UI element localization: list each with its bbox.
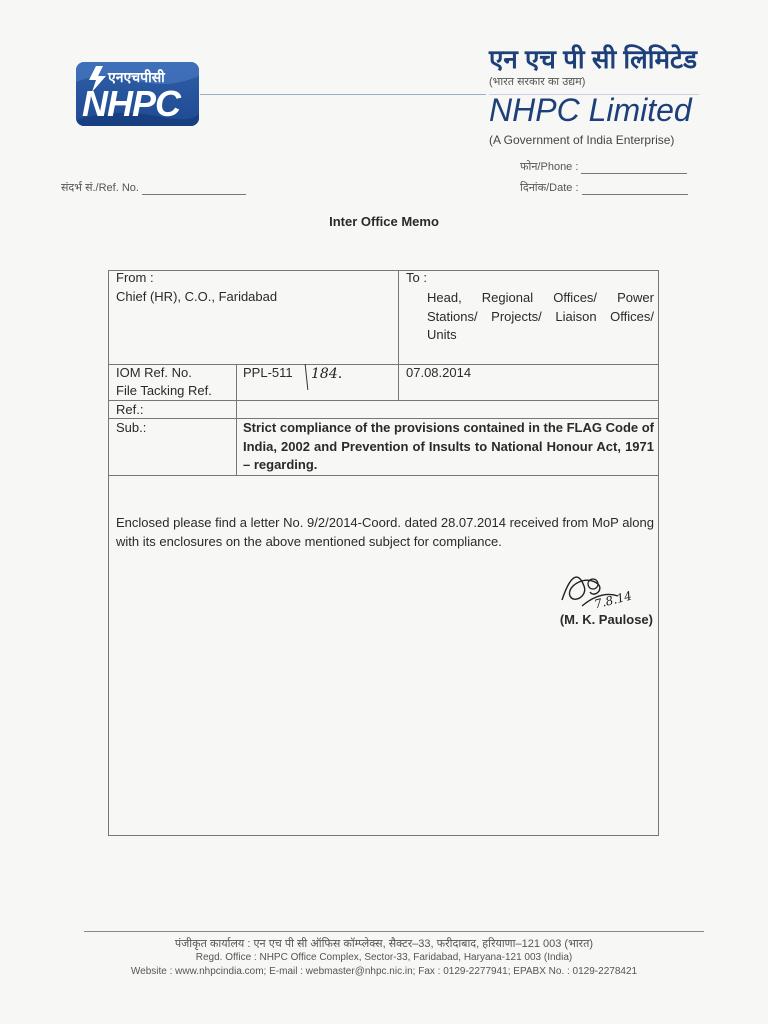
phone-label: फोन/Phone : xyxy=(520,161,579,173)
date-field xyxy=(520,180,688,195)
memo-table xyxy=(108,270,659,836)
iom-handwritten-number: 184. xyxy=(311,366,343,382)
ref-blank xyxy=(142,194,246,195)
subject-value: Strict compliance of the provisions contained in the FLAG Code of India, 2002 and Prevention of Insults to National Honour Act, 1971 – regarding. xyxy=(243,420,654,472)
memo-title: Inter Office Memo xyxy=(329,214,439,229)
logo-hindi-text: एनएचपीसी xyxy=(108,69,165,85)
footer-rule xyxy=(84,931,704,932)
header-rule xyxy=(200,94,486,95)
iom-ref-value: PPL-511 xyxy=(243,365,293,380)
phone-field xyxy=(520,159,687,174)
logo-english-text: NHPC xyxy=(82,83,181,124)
footer-address-hindi: पंजीकृत कार्यालय : एन एच पी सी ऑफिस कॉम्प्लेक्स, सैक्टर–33, फरीदाबाद, हरियाणा–121 003 (भारत) xyxy=(174,938,594,950)
from-value: Chief (HR), C.O., Faridabad xyxy=(116,289,278,304)
company-government-note: (A Government of India Enterprise) xyxy=(489,133,675,147)
ref-field xyxy=(61,180,246,195)
label-column-divider xyxy=(236,364,237,476)
row-divider-4 xyxy=(108,475,659,476)
footer-contact: Website : www.nhpcindia.com; E-mail : webmaster@nhpc.nic.in; Fax : 0129-2277941; EPABX No. : 0129-2278421 xyxy=(130,966,638,977)
from-label: From : xyxy=(116,270,154,285)
signature-date: 7.8.14 xyxy=(592,588,634,612)
date-label: दिनांक/Date : xyxy=(520,182,579,194)
phone-blank xyxy=(581,173,687,174)
subject-label: Sub.: xyxy=(116,420,147,435)
memo-body: Enclosed please find a letter No. 9/2/2014-Coord. dated 28.07.2014 received from MoP along with its enclosures on the above mentioned subject for compliance. xyxy=(116,515,654,549)
to-value: Head, Regional Offices/ Power Stations/ Projects/ Liaison Offices/ Units xyxy=(427,290,654,342)
company-name-english: NHPC Limited xyxy=(489,92,692,128)
signatory-name: (M. K. Paulose) xyxy=(559,612,653,627)
date-blank xyxy=(582,194,688,195)
nhpc-logo xyxy=(76,62,199,126)
date-column-divider xyxy=(398,364,399,401)
iom-ref-label: IOM Ref. No. xyxy=(116,365,192,380)
iom-date-value: 07.08.2014 xyxy=(406,365,472,380)
footer-address-english: Regd. Office : NHPC Office Complex, Sector-33, Faridabad, Haryana-121 003 (India) xyxy=(195,952,573,963)
ref-label: संदर्भ सं./Ref. No. xyxy=(61,182,139,194)
from-to-divider xyxy=(398,270,399,365)
company-name-hindi: एन एच पी सी लिमिटेड xyxy=(489,44,698,74)
company-sub-hindi: (भारत सरकार का उद्यम) xyxy=(489,76,586,88)
file-tracking-label: File Tacking Ref. xyxy=(116,383,212,398)
ref-row-label: Ref.: xyxy=(116,402,144,417)
to-label: To : xyxy=(406,270,427,285)
